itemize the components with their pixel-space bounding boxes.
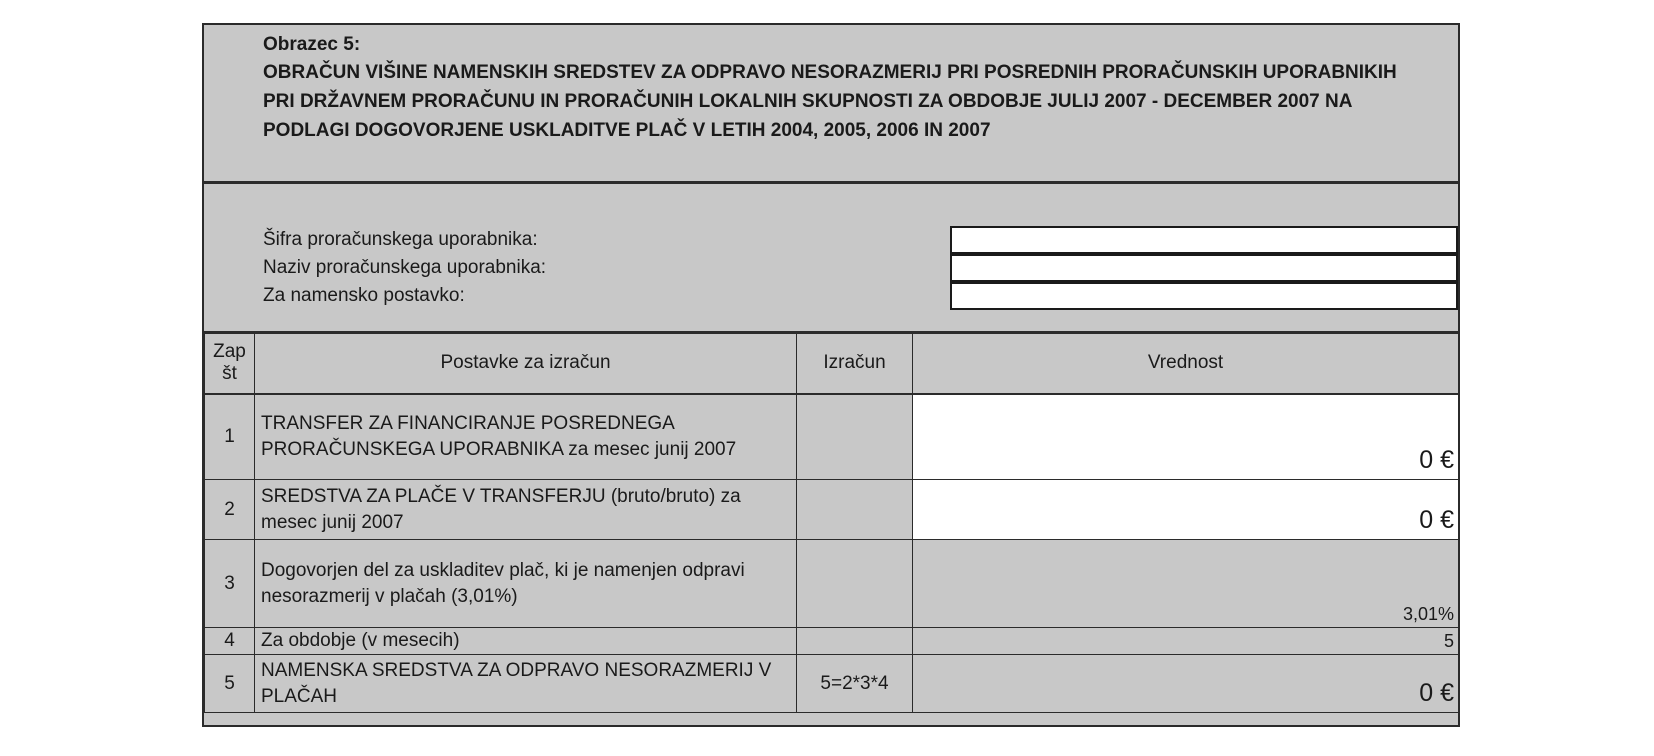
table-row [205,628,1459,655]
row-value-input[interactable]: 0 € [913,480,1459,540]
header-value: Vrednost [913,334,1459,394]
form-label: Obrazec 5: [263,34,361,55]
dedicated-item-label: Za namensko postavko: [263,285,465,306]
row-no: 4 [205,628,255,655]
header-calc: Izračun [797,334,913,394]
table-row [205,655,1459,713]
row-value: 3,01% [913,540,1459,628]
row-calc [797,480,913,540]
row-item: NAMENSKA SREDSTVA ZA ODPRAVO NESORAZMERIJ V PLAČAH [255,655,797,713]
table-row [205,394,1459,480]
budget-user-name-label: Naziv proračunskega uporabnika: [263,257,547,278]
dedicated-item-field[interactable] [950,282,1458,310]
row-no: 1 [205,394,255,480]
row-item: SREDSTVA ZA PLAČE V TRANSFERJU (bruto/bruto) za mesec junij 2007 [255,480,797,540]
header-no: Zap št [205,334,255,394]
table-row [205,480,1459,540]
row-calc [797,394,913,480]
row-item: Dogovorjen del za uskladitev plač, ki je namenjen odpravi nesorazmerij v plačah (3,01%) [255,540,797,628]
row-value: 5 [913,628,1459,655]
form-title: OBRAČUN VIŠINE NAMENSKIH SREDSTEV ZA ODPRAVO NESORAZMERIJ PRI POSREDNIH PRORAČUNSKIH UPORABNIKIH PRI DRŽAVNEM PRORAČUNU IN PRORAČUNIH LOKALNIH SKUPNOSTI ZA OBDOBJE JULIJ 2007 - DECEMBER 2007 NA PODLAGI DOGOVORJENE USKLADITVE PLAČ V LETIH 2004, 2005, 2006 IN 2007 [263,62,1397,141]
table-header-row [205,334,1459,394]
row-no: 2 [205,480,255,540]
row-value-total: 0 € [913,655,1459,713]
user-info-section [204,183,1458,333]
budget-user-code-label: Šifra proračunskega uporabnika: [263,229,538,250]
row-no: 3 [205,540,255,628]
header-item: Postavke za izračun [255,334,797,394]
row-item: Za obdobje (v mesecih) [255,628,797,655]
row-calc: 5=2*3*4 [797,655,913,713]
row-item: TRANSFER ZA FINANCIRANJE POSREDNEGA PRORAČUNSKEGA UPORABNIKA za mesec junij 2007 [255,394,797,480]
form-header [204,25,1458,183]
row-no: 5 [205,655,255,713]
budget-user-code-field[interactable] [950,226,1458,254]
form-5 [202,23,1460,727]
row-value-input[interactable]: 0 € [913,394,1459,480]
row-calc [797,540,913,628]
table-row [205,540,1459,628]
calculation-table [204,333,1459,713]
budget-user-name-field[interactable] [950,254,1458,282]
row-calc [797,628,913,655]
